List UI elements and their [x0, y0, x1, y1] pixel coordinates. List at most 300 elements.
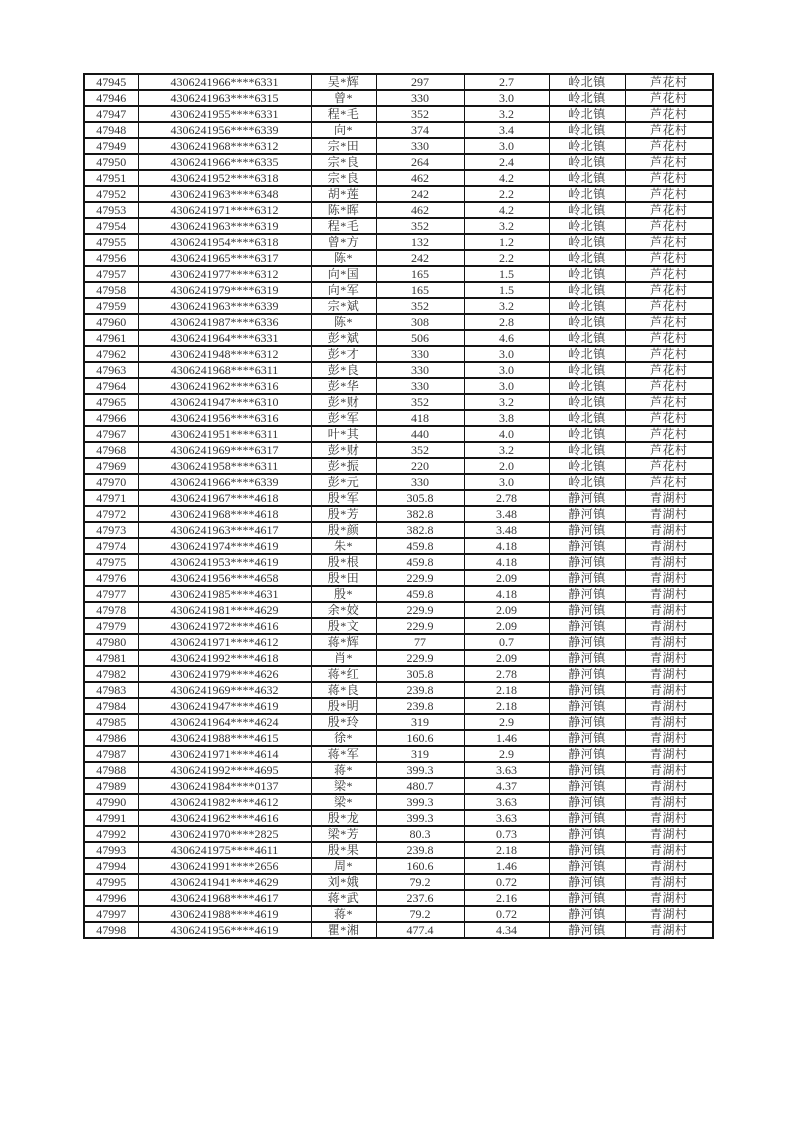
cell-masked-name: 刘*娥 — [311, 874, 376, 890]
cell-village-name: 芦花村 — [625, 330, 713, 346]
cell-masked-id-number: 4306241979****4626 — [138, 666, 311, 682]
cell-serial-number: 47969 — [84, 458, 138, 474]
cell-amount: 480.7 — [376, 778, 464, 794]
cell-town-name: 岭北镇 — [549, 298, 625, 314]
cell-serial-number: 47991 — [84, 810, 138, 826]
table-row — [84, 554, 713, 570]
cell-masked-name: 朱* — [311, 538, 376, 554]
cell-amount: 229.9 — [376, 650, 464, 666]
cell-town-name: 岭北镇 — [549, 314, 625, 330]
cell-town-name: 静河镇 — [549, 538, 625, 554]
cell-secondary-amount: 3.0 — [464, 346, 549, 362]
cell-masked-id-number: 4306241984****0137 — [138, 778, 311, 794]
cell-serial-number: 47983 — [84, 682, 138, 698]
cell-masked-id-number: 4306241968****6311 — [138, 362, 311, 378]
cell-serial-number: 47997 — [84, 906, 138, 922]
cell-town-name: 岭北镇 — [549, 218, 625, 234]
cell-serial-number: 47963 — [84, 362, 138, 378]
cell-town-name: 静河镇 — [549, 618, 625, 634]
cell-secondary-amount: 4.18 — [464, 554, 549, 570]
cell-secondary-amount: 3.48 — [464, 506, 549, 522]
cell-serial-number: 47962 — [84, 346, 138, 362]
cell-secondary-amount: 3.0 — [464, 378, 549, 394]
cell-masked-id-number: 4306241963****6339 — [138, 298, 311, 314]
cell-masked-name: 殷*颜 — [311, 522, 376, 538]
cell-secondary-amount: 4.37 — [464, 778, 549, 794]
table-row — [84, 154, 713, 170]
cell-masked-name: 殷*龙 — [311, 810, 376, 826]
cell-masked-name: 向*国 — [311, 266, 376, 282]
cell-serial-number: 47961 — [84, 330, 138, 346]
cell-serial-number: 47981 — [84, 650, 138, 666]
cell-amount: 160.6 — [376, 858, 464, 874]
cell-amount: 399.3 — [376, 762, 464, 778]
cell-masked-id-number: 4306241962****4616 — [138, 810, 311, 826]
table-row — [84, 746, 713, 762]
cell-masked-name: 向*军 — [311, 282, 376, 298]
cell-masked-id-number: 4306241969****4632 — [138, 682, 311, 698]
table-row — [84, 778, 713, 794]
cell-secondary-amount: 0.73 — [464, 826, 549, 842]
table-row — [84, 586, 713, 602]
cell-serial-number: 47979 — [84, 618, 138, 634]
cell-amount: 418 — [376, 410, 464, 426]
cell-masked-id-number: 4306241970****2825 — [138, 826, 311, 842]
cell-masked-name: 梁*芳 — [311, 826, 376, 842]
table-row — [84, 522, 713, 538]
table-row — [84, 634, 713, 650]
cell-serial-number: 47970 — [84, 474, 138, 490]
cell-village-name: 芦花村 — [625, 266, 713, 282]
cell-secondary-amount: 3.0 — [464, 474, 549, 490]
cell-village-name: 青湖村 — [625, 874, 713, 890]
cell-town-name: 静河镇 — [549, 682, 625, 698]
cell-amount: 382.8 — [376, 506, 464, 522]
cell-masked-id-number: 4306241966****6339 — [138, 474, 311, 490]
cell-serial-number: 47972 — [84, 506, 138, 522]
cell-village-name: 青湖村 — [625, 842, 713, 858]
cell-village-name: 青湖村 — [625, 858, 713, 874]
cell-town-name: 静河镇 — [549, 858, 625, 874]
cell-serial-number: 47994 — [84, 858, 138, 874]
table-row — [84, 106, 713, 122]
cell-masked-id-number: 4306241987****6336 — [138, 314, 311, 330]
cell-amount: 160.6 — [376, 730, 464, 746]
cell-secondary-amount: 3.8 — [464, 410, 549, 426]
cell-town-name: 静河镇 — [549, 634, 625, 650]
cell-amount: 220 — [376, 458, 464, 474]
cell-masked-id-number: 4306241975****4611 — [138, 842, 311, 858]
cell-masked-id-number: 4306241977****6312 — [138, 266, 311, 282]
cell-serial-number: 47996 — [84, 890, 138, 906]
cell-amount: 399.3 — [376, 810, 464, 826]
cell-amount: 352 — [376, 442, 464, 458]
cell-secondary-amount: 3.0 — [464, 138, 549, 154]
cell-masked-id-number: 4306241971****6312 — [138, 202, 311, 218]
cell-town-name: 岭北镇 — [549, 138, 625, 154]
cell-serial-number: 47957 — [84, 266, 138, 282]
cell-amount: 477.4 — [376, 922, 464, 938]
cell-village-name: 芦花村 — [625, 474, 713, 490]
cell-masked-name: 彭*军 — [311, 410, 376, 426]
cell-village-name: 青湖村 — [625, 634, 713, 650]
table-row — [84, 90, 713, 106]
cell-secondary-amount: 1.5 — [464, 266, 549, 282]
cell-masked-id-number: 4306241963****6315 — [138, 90, 311, 106]
cell-masked-id-number: 4306241992****4695 — [138, 762, 311, 778]
cell-village-name: 芦花村 — [625, 378, 713, 394]
cell-amount: 242 — [376, 250, 464, 266]
cell-town-name: 静河镇 — [549, 714, 625, 730]
cell-amount: 297 — [376, 74, 464, 90]
cell-secondary-amount: 2.09 — [464, 650, 549, 666]
cell-village-name: 青湖村 — [625, 506, 713, 522]
cell-masked-id-number: 4306241988****4619 — [138, 906, 311, 922]
cell-village-name: 芦花村 — [625, 250, 713, 266]
table-row — [84, 794, 713, 810]
cell-amount: 239.8 — [376, 842, 464, 858]
cell-amount: 237.6 — [376, 890, 464, 906]
cell-masked-name: 殷*田 — [311, 570, 376, 586]
cell-amount: 330 — [376, 362, 464, 378]
cell-village-name: 芦花村 — [625, 74, 713, 90]
cell-serial-number: 47974 — [84, 538, 138, 554]
cell-village-name: 青湖村 — [625, 650, 713, 666]
table-row — [84, 330, 713, 346]
cell-serial-number: 47977 — [84, 586, 138, 602]
cell-secondary-amount: 2.2 — [464, 250, 549, 266]
cell-village-name: 芦花村 — [625, 362, 713, 378]
cell-secondary-amount: 2.78 — [464, 666, 549, 682]
cell-village-name: 青湖村 — [625, 602, 713, 618]
cell-masked-name: 余*姣 — [311, 602, 376, 618]
cell-masked-name: 彭*良 — [311, 362, 376, 378]
cell-masked-name: 彭*财 — [311, 394, 376, 410]
cell-town-name: 岭北镇 — [549, 330, 625, 346]
cell-secondary-amount: 2.16 — [464, 890, 549, 906]
cell-secondary-amount: 3.63 — [464, 794, 549, 810]
cell-masked-name: 曾*方 — [311, 234, 376, 250]
cell-village-name: 青湖村 — [625, 730, 713, 746]
cell-masked-name: 徐* — [311, 730, 376, 746]
table-row — [84, 410, 713, 426]
cell-town-name: 岭北镇 — [549, 122, 625, 138]
cell-serial-number: 47958 — [84, 282, 138, 298]
cell-masked-name: 宗*良 — [311, 154, 376, 170]
table-row — [84, 138, 713, 154]
cell-town-name: 静河镇 — [549, 650, 625, 666]
table-row — [84, 234, 713, 250]
cell-serial-number: 47980 — [84, 634, 138, 650]
cell-village-name: 青湖村 — [625, 698, 713, 714]
cell-town-name: 岭北镇 — [549, 378, 625, 394]
cell-secondary-amount: 2.7 — [464, 74, 549, 90]
cell-village-name: 青湖村 — [625, 826, 713, 842]
cell-town-name: 静河镇 — [549, 762, 625, 778]
cell-masked-name: 蒋*军 — [311, 746, 376, 762]
cell-town-name: 静河镇 — [549, 666, 625, 682]
cell-serial-number: 47995 — [84, 874, 138, 890]
cell-masked-id-number: 4306241971****4614 — [138, 746, 311, 762]
cell-masked-id-number: 4306241968****4618 — [138, 506, 311, 522]
cell-secondary-amount: 3.48 — [464, 522, 549, 538]
cell-amount: 399.3 — [376, 794, 464, 810]
cell-secondary-amount: 2.9 — [464, 746, 549, 762]
cell-amount: 382.8 — [376, 522, 464, 538]
cell-secondary-amount: 3.63 — [464, 762, 549, 778]
cell-masked-name: 殷*玲 — [311, 714, 376, 730]
cell-masked-id-number: 4306241941****4629 — [138, 874, 311, 890]
table-row — [84, 650, 713, 666]
cell-town-name: 静河镇 — [549, 890, 625, 906]
table-row — [84, 906, 713, 922]
table-row — [84, 618, 713, 634]
cell-masked-name: 蒋* — [311, 906, 376, 922]
cell-serial-number: 47949 — [84, 138, 138, 154]
cell-masked-id-number: 4306241971****4612 — [138, 634, 311, 650]
cell-secondary-amount: 2.18 — [464, 698, 549, 714]
cell-village-name: 芦花村 — [625, 458, 713, 474]
cell-amount: 77 — [376, 634, 464, 650]
table-row — [84, 490, 713, 506]
table-row — [84, 874, 713, 890]
cell-serial-number: 47967 — [84, 426, 138, 442]
table-row — [84, 698, 713, 714]
cell-amount: 305.8 — [376, 666, 464, 682]
cell-serial-number: 47973 — [84, 522, 138, 538]
cell-secondary-amount: 3.2 — [464, 394, 549, 410]
cell-masked-id-number: 4306241982****4612 — [138, 794, 311, 810]
cell-serial-number: 47947 — [84, 106, 138, 122]
cell-amount: 239.8 — [376, 698, 464, 714]
cell-masked-id-number: 4306241954****6318 — [138, 234, 311, 250]
cell-masked-id-number: 4306241955****6331 — [138, 106, 311, 122]
cell-amount: 440 — [376, 426, 464, 442]
table-row — [84, 394, 713, 410]
cell-secondary-amount: 4.2 — [464, 170, 549, 186]
cell-village-name: 芦花村 — [625, 426, 713, 442]
cell-masked-id-number: 4306241963****6348 — [138, 186, 311, 202]
table-row — [84, 378, 713, 394]
cell-town-name: 静河镇 — [549, 602, 625, 618]
cell-village-name: 芦花村 — [625, 106, 713, 122]
cell-masked-name: 殷*军 — [311, 490, 376, 506]
cell-masked-id-number: 4306241965****6317 — [138, 250, 311, 266]
cell-masked-name: 彭*财 — [311, 442, 376, 458]
cell-village-name: 青湖村 — [625, 714, 713, 730]
cell-serial-number: 47987 — [84, 746, 138, 762]
records-table-body — [84, 74, 713, 938]
cell-secondary-amount: 2.8 — [464, 314, 549, 330]
cell-serial-number: 47993 — [84, 842, 138, 858]
cell-town-name: 岭北镇 — [549, 362, 625, 378]
cell-amount: 330 — [376, 138, 464, 154]
cell-secondary-amount: 1.46 — [464, 858, 549, 874]
cell-amount: 330 — [376, 90, 464, 106]
cell-town-name: 静河镇 — [549, 810, 625, 826]
table-row — [84, 346, 713, 362]
table-row — [84, 282, 713, 298]
cell-serial-number: 47950 — [84, 154, 138, 170]
cell-village-name: 芦花村 — [625, 218, 713, 234]
cell-village-name: 芦花村 — [625, 234, 713, 250]
cell-village-name: 芦花村 — [625, 298, 713, 314]
cell-secondary-amount: 2.18 — [464, 842, 549, 858]
cell-masked-name: 殷*果 — [311, 842, 376, 858]
cell-serial-number: 47945 — [84, 74, 138, 90]
cell-serial-number: 47989 — [84, 778, 138, 794]
cell-amount: 462 — [376, 202, 464, 218]
cell-secondary-amount: 4.6 — [464, 330, 549, 346]
cell-amount: 165 — [376, 266, 464, 282]
cell-masked-id-number: 4306241956****6339 — [138, 122, 311, 138]
cell-serial-number: 47952 — [84, 186, 138, 202]
cell-serial-number: 47964 — [84, 378, 138, 394]
cell-village-name: 芦花村 — [625, 154, 713, 170]
cell-serial-number: 47960 — [84, 314, 138, 330]
cell-secondary-amount: 2.4 — [464, 154, 549, 170]
cell-masked-id-number: 4306241956****6316 — [138, 410, 311, 426]
table-row — [84, 730, 713, 746]
cell-village-name: 青湖村 — [625, 666, 713, 682]
table-row — [84, 762, 713, 778]
cell-serial-number: 47954 — [84, 218, 138, 234]
table-row — [84, 602, 713, 618]
cell-masked-name: 蒋* — [311, 762, 376, 778]
cell-masked-name: 曾* — [311, 90, 376, 106]
cell-secondary-amount: 2.09 — [464, 570, 549, 586]
cell-town-name: 岭北镇 — [549, 410, 625, 426]
cell-amount: 352 — [376, 218, 464, 234]
cell-amount: 79.2 — [376, 906, 464, 922]
cell-masked-id-number: 4306241964****4624 — [138, 714, 311, 730]
cell-town-name: 岭北镇 — [549, 74, 625, 90]
cell-serial-number: 47946 — [84, 90, 138, 106]
cell-amount: 506 — [376, 330, 464, 346]
cell-masked-id-number: 4306241985****4631 — [138, 586, 311, 602]
cell-serial-number: 47971 — [84, 490, 138, 506]
cell-masked-name: 彭*元 — [311, 474, 376, 490]
cell-town-name: 静河镇 — [549, 506, 625, 522]
cell-town-name: 岭北镇 — [549, 250, 625, 266]
cell-masked-id-number: 4306241991****2656 — [138, 858, 311, 874]
cell-secondary-amount: 2.09 — [464, 602, 549, 618]
cell-town-name: 静河镇 — [549, 922, 625, 938]
table-row — [84, 810, 713, 826]
cell-masked-name: 蒋*武 — [311, 890, 376, 906]
cell-masked-name: 宗*田 — [311, 138, 376, 154]
cell-masked-id-number: 4306241968****6312 — [138, 138, 311, 154]
cell-masked-name: 肖* — [311, 650, 376, 666]
cell-village-name: 芦花村 — [625, 282, 713, 298]
cell-masked-name: 殷*文 — [311, 618, 376, 634]
cell-amount: 330 — [376, 474, 464, 490]
table-row — [84, 858, 713, 874]
cell-masked-name: 蒋*良 — [311, 682, 376, 698]
cell-town-name: 静河镇 — [549, 842, 625, 858]
cell-masked-name: 蒋*红 — [311, 666, 376, 682]
cell-village-name: 芦花村 — [625, 122, 713, 138]
cell-amount: 239.8 — [376, 682, 464, 698]
cell-secondary-amount: 4.18 — [464, 538, 549, 554]
table-row — [84, 170, 713, 186]
cell-serial-number: 47948 — [84, 122, 138, 138]
cell-town-name: 岭北镇 — [549, 442, 625, 458]
cell-masked-name: 殷*芳 — [311, 506, 376, 522]
cell-town-name: 岭北镇 — [549, 234, 625, 250]
cell-secondary-amount: 4.18 — [464, 586, 549, 602]
cell-masked-name: 殷* — [311, 586, 376, 602]
cell-masked-name: 宗*斌 — [311, 298, 376, 314]
cell-secondary-amount: 2.9 — [464, 714, 549, 730]
table-row — [84, 186, 713, 202]
cell-masked-name: 梁* — [311, 778, 376, 794]
cell-town-name: 静河镇 — [549, 490, 625, 506]
cell-village-name: 芦花村 — [625, 138, 713, 154]
table-row — [84, 426, 713, 442]
cell-amount: 330 — [376, 346, 464, 362]
cell-masked-id-number: 4306241956****4658 — [138, 570, 311, 586]
cell-amount: 459.8 — [376, 586, 464, 602]
cell-amount: 79.2 — [376, 874, 464, 890]
cell-masked-name: 叶*其 — [311, 426, 376, 442]
cell-amount: 229.9 — [376, 602, 464, 618]
cell-serial-number: 47968 — [84, 442, 138, 458]
table-row — [84, 506, 713, 522]
cell-secondary-amount: 2.78 — [464, 490, 549, 506]
cell-secondary-amount: 2.2 — [464, 186, 549, 202]
table-row — [84, 666, 713, 682]
cell-masked-name: 陈*晖 — [311, 202, 376, 218]
cell-village-name: 芦花村 — [625, 170, 713, 186]
table-row — [84, 922, 713, 938]
cell-town-name: 岭北镇 — [549, 170, 625, 186]
cell-serial-number: 47966 — [84, 410, 138, 426]
cell-masked-id-number: 4306241947****6310 — [138, 394, 311, 410]
cell-serial-number: 47984 — [84, 698, 138, 714]
cell-village-name: 青湖村 — [625, 890, 713, 906]
cell-town-name: 岭北镇 — [549, 426, 625, 442]
cell-masked-name: 周* — [311, 858, 376, 874]
cell-town-name: 岭北镇 — [549, 186, 625, 202]
table-row — [84, 458, 713, 474]
cell-amount: 462 — [376, 170, 464, 186]
table-row — [84, 266, 713, 282]
table-row — [84, 826, 713, 842]
cell-secondary-amount: 0.72 — [464, 874, 549, 890]
cell-amount: 319 — [376, 714, 464, 730]
table-row — [84, 714, 713, 730]
cell-village-name: 青湖村 — [625, 746, 713, 762]
cell-village-name: 青湖村 — [625, 522, 713, 538]
cell-masked-id-number: 4306241958****6311 — [138, 458, 311, 474]
cell-serial-number: 47965 — [84, 394, 138, 410]
cell-village-name: 青湖村 — [625, 922, 713, 938]
table-row — [84, 682, 713, 698]
cell-town-name: 岭北镇 — [549, 154, 625, 170]
cell-amount: 352 — [376, 394, 464, 410]
cell-amount: 308 — [376, 314, 464, 330]
cell-serial-number: 47955 — [84, 234, 138, 250]
cell-masked-name: 陈* — [311, 314, 376, 330]
cell-secondary-amount: 2.18 — [464, 682, 549, 698]
cell-village-name: 青湖村 — [625, 794, 713, 810]
cell-village-name: 芦花村 — [625, 186, 713, 202]
cell-secondary-amount: 1.46 — [464, 730, 549, 746]
table-row — [84, 474, 713, 490]
cell-masked-name: 陈* — [311, 250, 376, 266]
cell-town-name: 静河镇 — [549, 698, 625, 714]
